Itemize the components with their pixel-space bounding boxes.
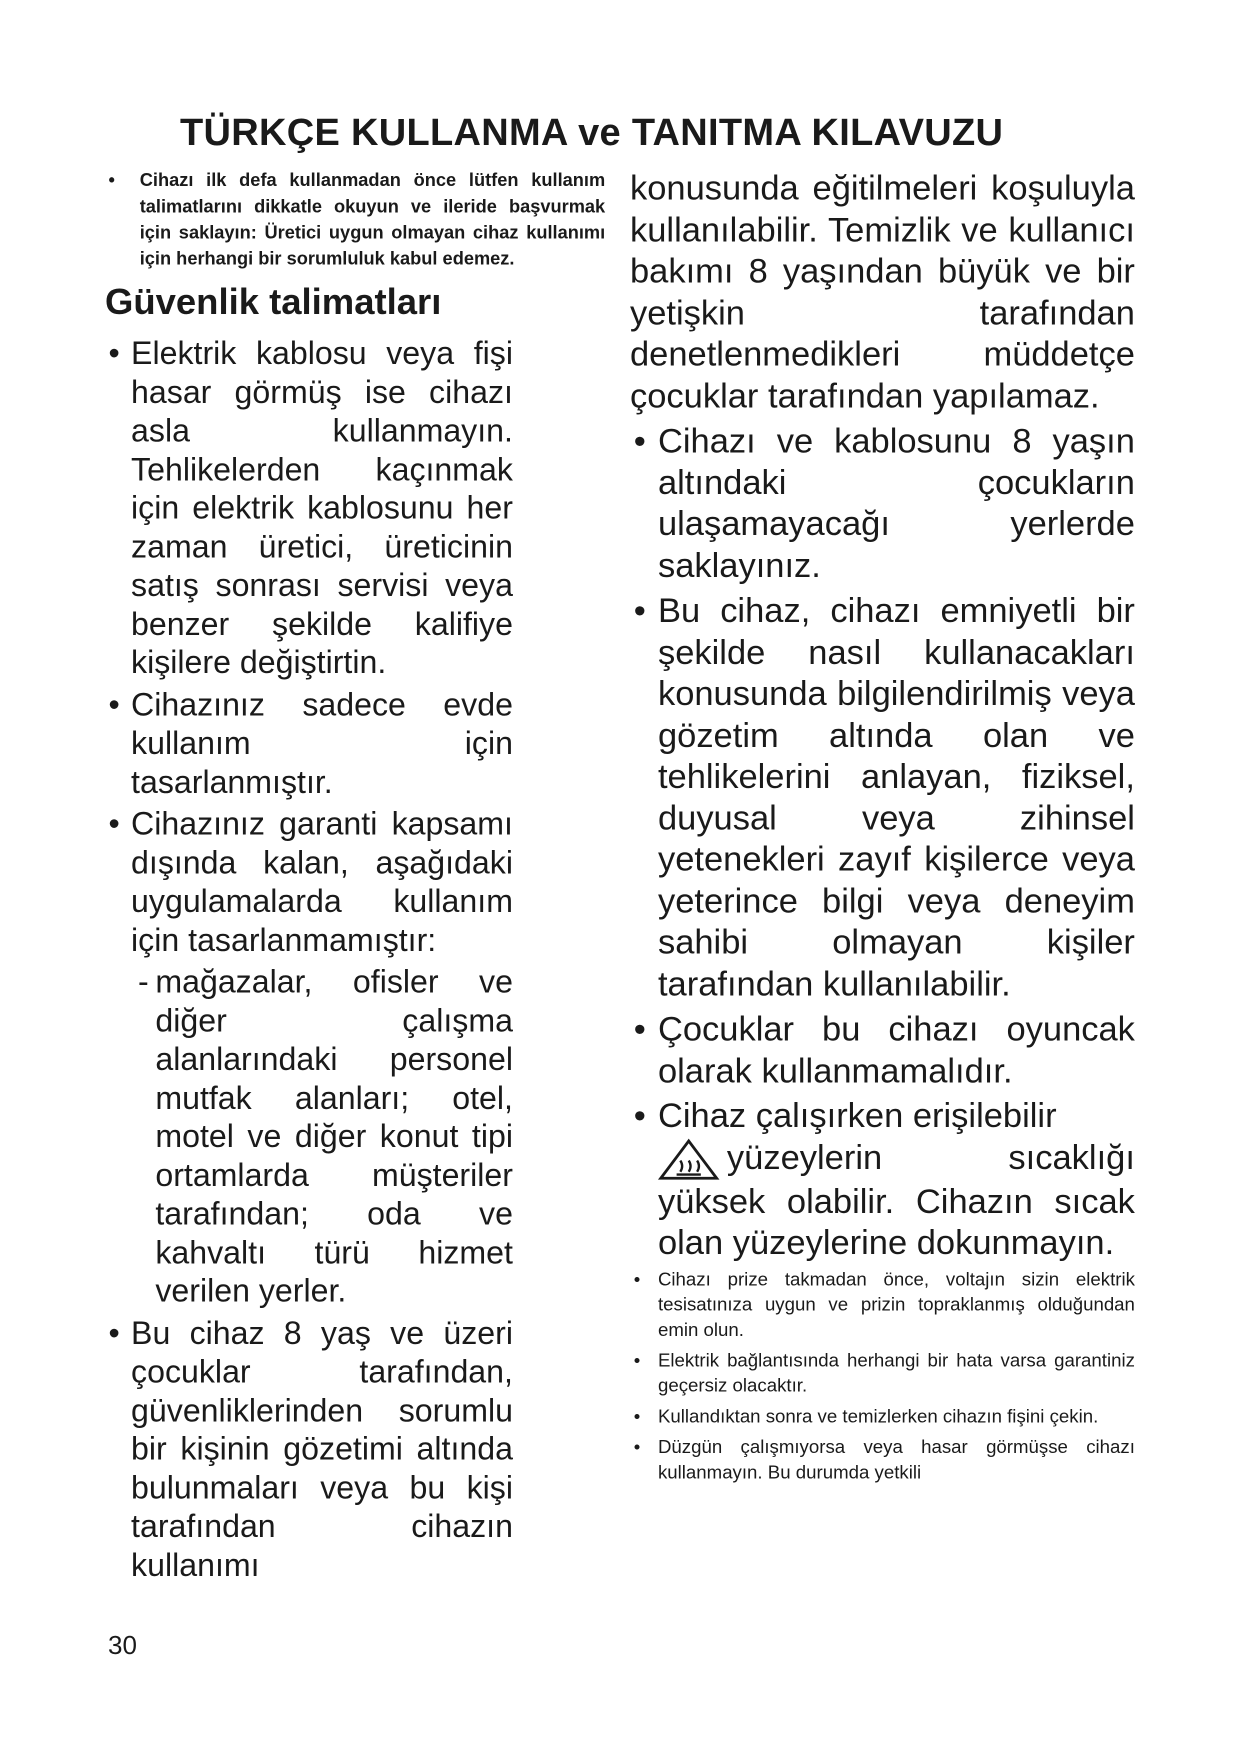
left-column	[105, 168, 605, 1585]
list-item: • Bu cihaz, cihazı emniyetli bir şekilde nasıl kullanacakları konusunda bilgilendirilmiş veya gözetim altında olan ve tehlikelerini anlayan, fiziksel, duyusal veya zihinsel yetenekleri zayıf kişilerce veya yeterince bilgi veya deneyim sahibi olmayan kişiler tarafından kullanılabilir.	[630, 590, 1135, 1005]
list-item: • Cihazınız garanti kapsamı dışında kalan, aşağıdaki uygulamalarda kullanım için tasarlanmamıştır:	[105, 805, 513, 960]
intro-note: • Cihazı ilk defa kullanmadan önce lütfen kullanım talimatlarını dikkatle okuyun ve ileride başvurmak için saklayın: Üretici uygun olmayan cihaz kullanımı için herhangi bir sorumluluk kabul edemez.	[105, 168, 605, 272]
list-item: • Çocuklar bu cihazı oyuncak olarak kullanmamalıdır.	[630, 1009, 1135, 1092]
list-item-hot-surface	[630, 1095, 1135, 1263]
page-title: TÜRKÇE KULLANMA ve TANITMA KILAVUZU	[180, 112, 1004, 154]
list-item: • Cihazınız sadece evde kullanım için tasarlanmıştır.	[105, 686, 513, 802]
continued-text: konusunda eğitilmeleri koşuluyla kullanılabilir. Temizlik ve kullanıcı bakımı 8 yaşından büyük ve bir yetişkin tarafından denetlenmedikleri müddetçe çocuklar tarafından yapılamaz.	[630, 168, 1135, 415]
small-list-item: • Kullandıktan sonra ve temizlerken cihazın fişini çekin.	[630, 1405, 1135, 1430]
hot-surface-line1: • Cihaz çalışırken erişilebilir	[657, 1096, 1057, 1135]
page-number: 30	[108, 1630, 137, 1660]
right-column	[630, 168, 1135, 1486]
small-list-item: • Cihazı prize takmadan önce, voltajın sizin elektrik tesisatınıza uygun ve prizin topraklanmış olduğundan emin olun.	[630, 1267, 1135, 1342]
sub-list-item: - mağazalar, ofisler ve diğer çalışma alanlarındaki personel mutfak alanları; otel, motel ve diğer konut tipi ortamlarda müşteriler tarafından; oda ve kahvaltı türü hizmet verilen yerler.	[105, 963, 513, 1311]
hot-surface-text: yüzeylerin sıcaklığı yüksek olabilir. Cihazın sıcak olan yüzeylerine dokunmayın.	[657, 1137, 1135, 1262]
small-list-item: • Elektrik bağlantısında herhangi bir hata varsa garantiniz geçersiz olacaktır.	[630, 1349, 1135, 1399]
section-heading: Güvenlik talimatları	[105, 280, 442, 322]
list-item: • Cihazı ve kablosunu 8 yaşın altındaki çocukların ulaşamayacağı yerlerde saklayınız.	[630, 421, 1135, 587]
hot-surface-warning-icon	[658, 1138, 720, 1181]
small-list-item: • Düzgün çalışmıyorsa veya hasar görmüşse cihazı kullanmayın. Bu durumda yetkili	[630, 1435, 1135, 1485]
list-item: • Bu cihaz 8 yaş ve üzeri çocuklar tarafından, güvenliklerinden sorumlu bir kişinin gözetimi altında bulunmaları veya bu kişi tarafından cihazın kullanımı	[105, 1314, 513, 1584]
list-item: • Elektrik kablosu veya fişi hasar görmüş ise cihazı asla kullanmayın. Tehlikelerden kaçınmak için elektrik kablosunu her zaman üretici, üreticinin satış sonrası servisi veya benzer şekilde kalifiye kişilere değiştirtin.	[105, 335, 513, 683]
